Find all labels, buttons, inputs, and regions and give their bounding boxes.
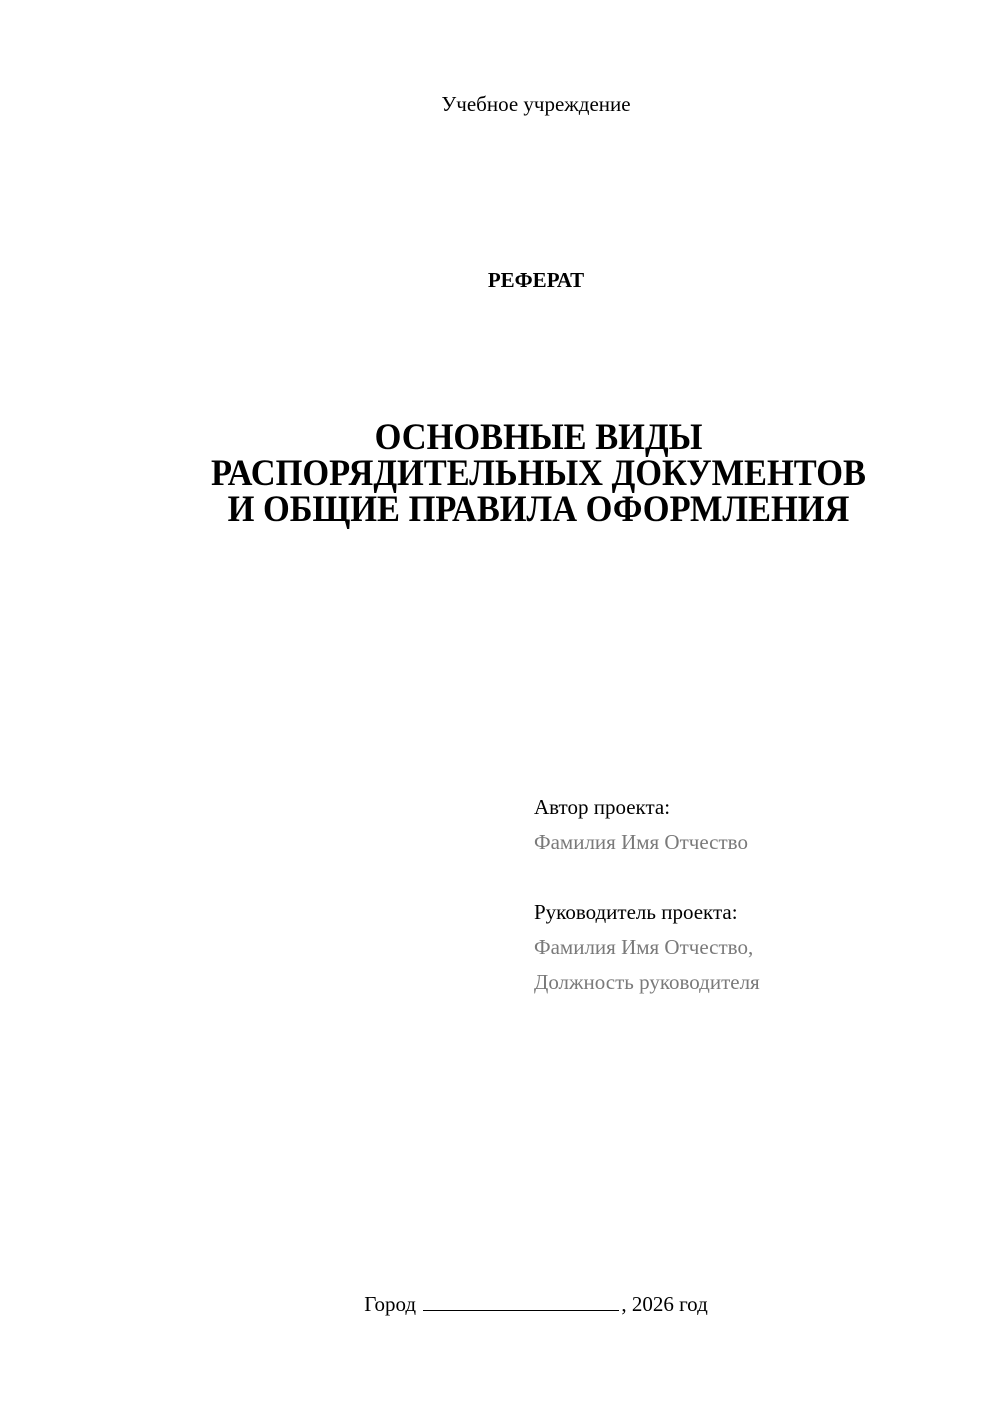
- city-blank-line: [423, 1290, 619, 1311]
- footer-city-year: [36, 1290, 1000, 1317]
- project-credits: [534, 790, 760, 1000]
- title-line: РАСПОРЯДИТЕЛЬНЫХ ДОКУМЕНТОВ: [211, 453, 866, 494]
- document-type: РЕФЕРАТ: [487, 268, 585, 292]
- city-label: Город: [364, 1292, 417, 1316]
- institution-name: Учебное учреждение: [441, 92, 631, 116]
- author-name: Фамилия Имя Отчество: [534, 830, 748, 854]
- title-line: ОСНОВНЫЕ ВИДЫ: [374, 417, 703, 458]
- year-text: , 2026 год: [621, 1292, 708, 1316]
- supervisor-label: Руководитель проекта:: [534, 900, 738, 924]
- spacer: [534, 860, 760, 895]
- title-line: И ОБЩИЕ ПРАВИЛА ОФОРМЛЕНИЯ: [227, 489, 850, 530]
- supervisor-position: Должность руководителя: [534, 970, 760, 994]
- document-title: [74, 417, 1000, 530]
- supervisor-name: Фамилия Имя Отчество,: [534, 935, 754, 959]
- author-label: Автор проекта:: [534, 795, 671, 819]
